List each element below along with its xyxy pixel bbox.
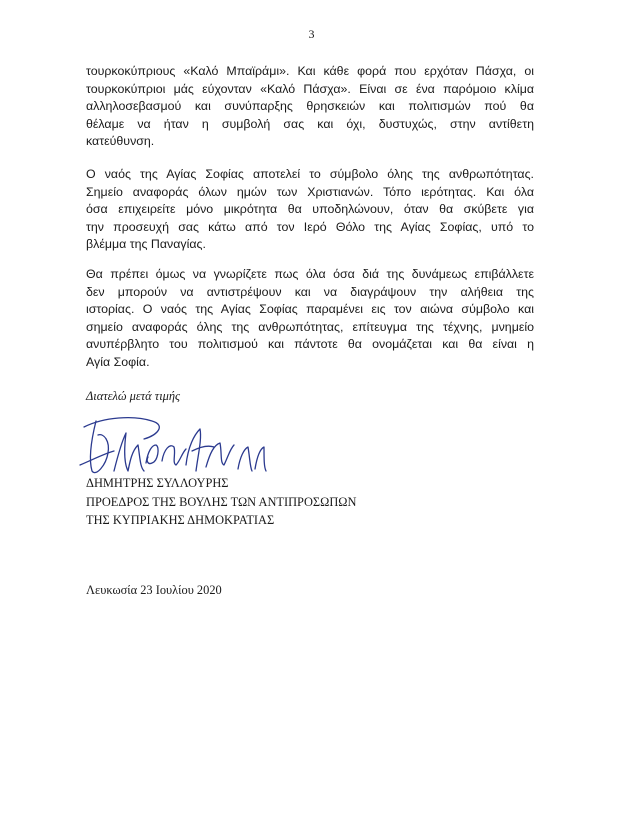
handwritten-signature <box>74 405 274 485</box>
paragraph-line: ιστορίας. Ο ναός της Αγίας Σοφίας παραμένει εις τον αιώνα σύμβολο και <box>86 302 534 317</box>
paragraph-line: κατεύθυνση. <box>86 134 155 149</box>
closing-salutation: Διατελώ μετά τιμής <box>86 389 181 403</box>
paragraph-line: τουρκοκύπριοι μάς εύχονταν «Καλό Πάσχα». Είναι σε ένα παρόμοιο κλίμα <box>86 81 534 96</box>
paragraph-2 <box>86 166 534 254</box>
paragraph-line: τουρκοκύπριους «Καλό Μπαϊράμι». Και κάθε φορά που ερχόταν Πάσχα, οι <box>86 64 534 78</box>
paragraph-line: Σημείο αναφοράς όλων ημών των Χριστιανών. Τόπο ιερότητας. Και όλα <box>86 184 534 199</box>
paragraph-line: σημείο αναφοράς όλης της ανθρωπότητας, επίτευγμα της τέχνης, μνημείο <box>86 319 534 334</box>
paragraph-line: θέλαμε να ήταν η συμβολή σας και όχι, δυστυχώς, στην αντίθετη <box>86 116 534 131</box>
paragraph-line: δεν μπορούν να αντιστρέψουν και να διαγράψουν την αλήθεια της <box>86 284 534 299</box>
signatory-title-line2: ΤΗΣ ΚΥΠΡΙΑΚΗΣ ΔΗΜΟΚΡΑΤΙΑΣ <box>86 513 275 527</box>
place-and-date: Λευκωσία 23 Ιουλίου 2020 <box>86 583 222 597</box>
signatory-block <box>86 474 356 530</box>
paragraph-line: ανυπέρβλητο του πολιτισμού και πάντοτε θα ονομάζεται και θα είναι η <box>86 337 534 352</box>
paragraph-1 <box>86 63 534 151</box>
signatory-name: ΔΗΜΗΤΡΗΣ ΣΥΛΛΟΥΡΗΣ <box>86 476 229 490</box>
paragraph-line: Αγία Σοφία. <box>86 354 150 369</box>
paragraph-line: αλληλοσεβασμού και συνύπαρξης θρησκειών και πολιτισμών πού θα <box>86 99 534 114</box>
paragraph-line: όσα επιχειρείτε μόνο μικρότητα θα υποδηλώνουν, όταν θα σκύβετε για <box>86 202 534 217</box>
paragraph-line: Ο ναός της Αγίας Σοφίας αποτελεί το σύμβολο όλης της ανθρωπότητας. <box>86 167 534 181</box>
paragraph-3 <box>86 266 534 372</box>
paragraph-line: βλέμμα της Παναγίας. <box>86 237 206 252</box>
paragraph-line: Θα πρέπει όμως να γνωρίζετε πως όλα όσα διά της δυνάμεως επιβάλλετε <box>86 267 534 281</box>
page-number: 3 <box>308 27 315 41</box>
paragraph-line: την προσευχή σας κάτω από τον Ιερό Θόλο της Αγίας Σοφίας, υπό το <box>86 219 534 234</box>
signatory-title-line1: ΠΡΟΕΔΡΟΣ ΤΗΣ ΒΟΥΛΗΣ ΤΩΝ ΑΝΤΙΠΡΟΣΩΠΩΝ <box>86 494 357 509</box>
